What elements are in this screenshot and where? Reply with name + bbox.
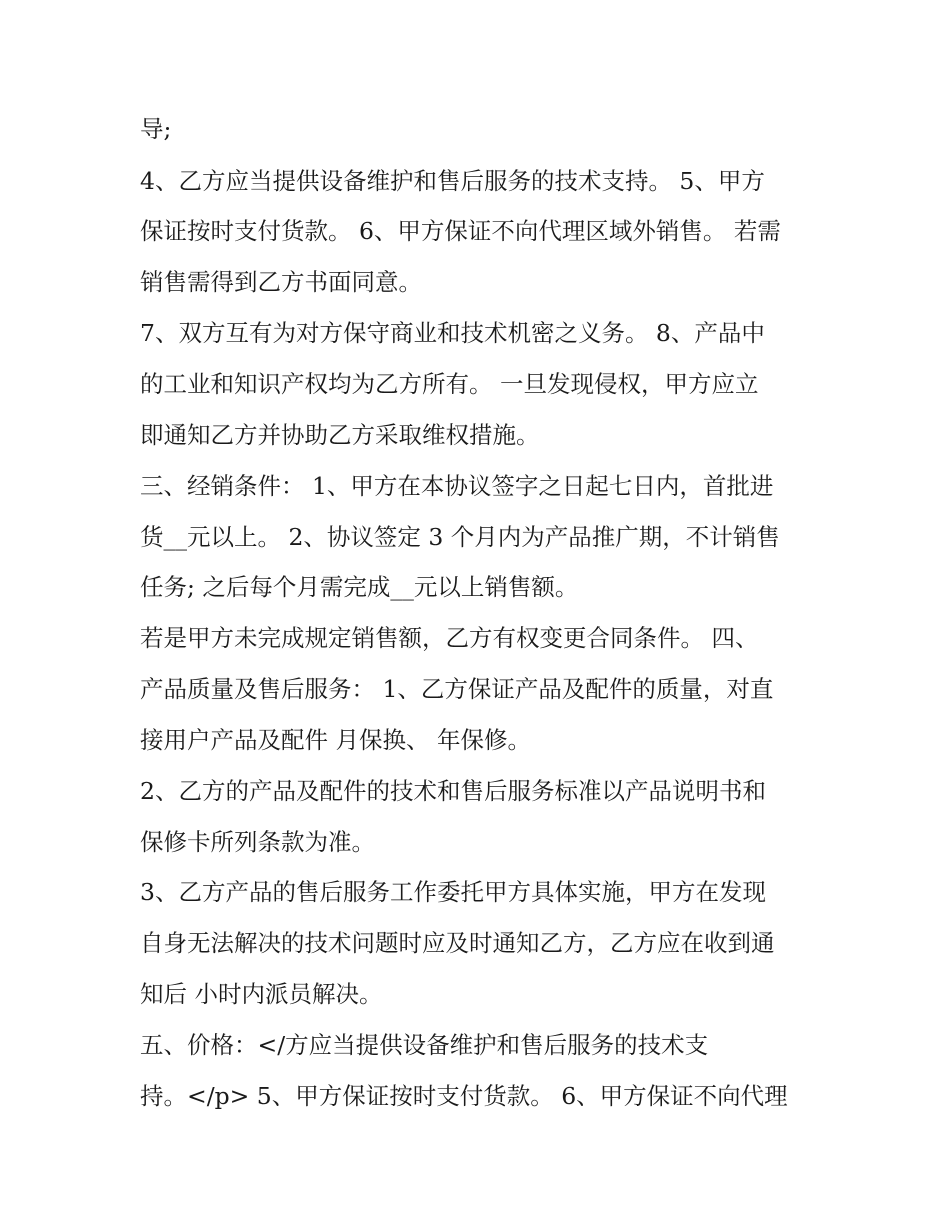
text-line: 接用户产品及配件 月保换、 年保修。 bbox=[140, 726, 531, 754]
text-line: 产品质量及售后服务： 1、乙方保证产品及配件的质量，对直 bbox=[140, 675, 774, 703]
text-line: 知后 小时内派员解决。 bbox=[140, 980, 383, 1008]
text-line: 五、价格：</方应当提供设备维护和售后服务的技术支 bbox=[140, 1031, 709, 1059]
text-line: 4、乙方应当提供设备维护和售后服务的技术支持。 5、甲方 bbox=[140, 167, 765, 195]
text-line: 导; bbox=[140, 115, 172, 143]
text-line: 保证按时支付货款。 6、甲方保证不向代理区域外销售。 若需 bbox=[140, 217, 781, 245]
text-line: 货__元以上。 2、协议签定 3 个月内为产品推广期，不计销售 bbox=[140, 523, 780, 551]
text-line: 的工业和知识产权均为乙方所有。 一旦发现侵权，甲方应立 bbox=[140, 370, 759, 398]
text-line: 任务; 之后每个月需完成__元以上销售额。 bbox=[140, 573, 579, 601]
text-line: 销售需得到乙方书面同意。 bbox=[140, 268, 422, 296]
text-line: 即通知乙方并协助乙方采取维权措施。 bbox=[140, 421, 540, 449]
text-line: 7、双方互有为对方保守商业和技术机密之义务。 8、产品中 bbox=[140, 319, 765, 347]
text-line: 3、乙方产品的售后服务工作委托甲方具体实施，甲方在发现 bbox=[140, 878, 766, 906]
text-line: 2、乙方的产品及配件的技术和售后服务标准以产品说明书和 bbox=[140, 777, 766, 805]
text-line: 若是甲方未完成规定销售额，乙方有权变更合同条件。 四、 bbox=[140, 624, 759, 652]
text-line: 自身无法解决的技术问题时应及时通知乙方，乙方应在收到通 bbox=[140, 929, 775, 957]
text-line: 保修卡所列条款为准。 bbox=[140, 828, 375, 856]
text-line: 持。</p> 5、甲方保证按时支付货款。 6、甲方保证不向代理 bbox=[140, 1082, 788, 1110]
text-line: 三、经销条件： 1、甲方在本协议签字之日起七日内，首批进 bbox=[140, 472, 774, 500]
